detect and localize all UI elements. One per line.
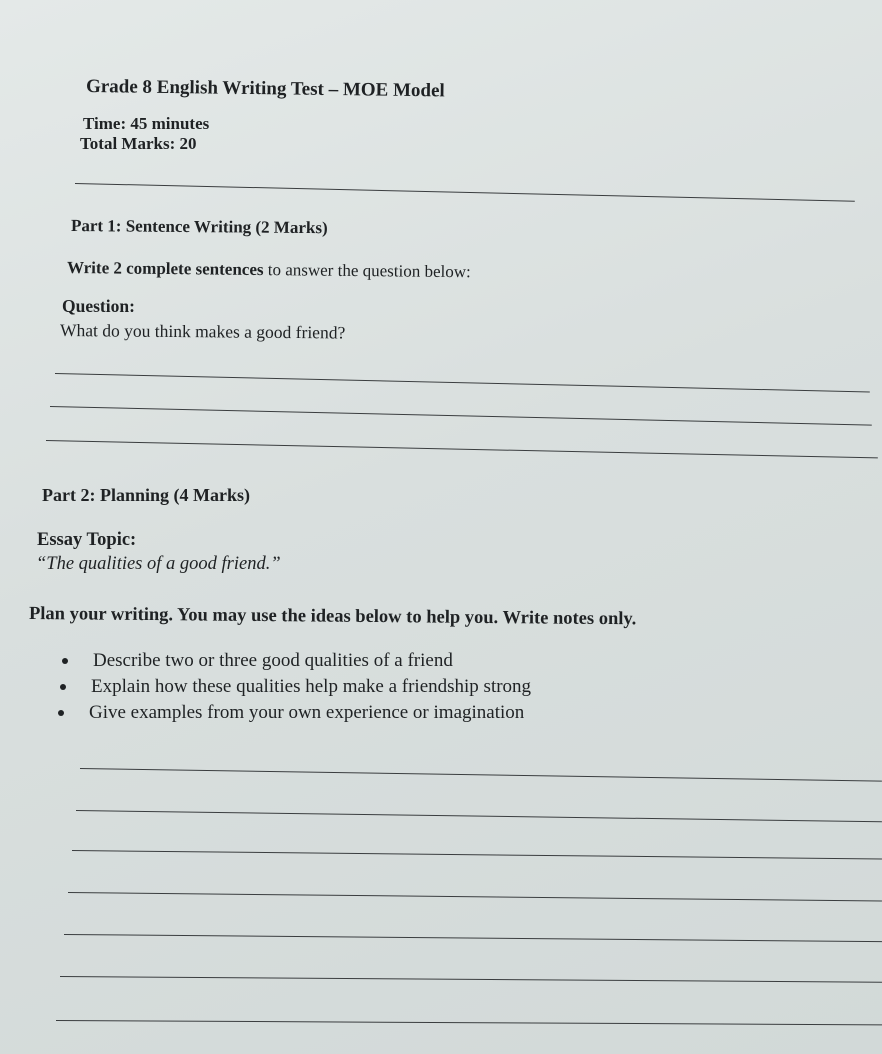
bullet-icon <box>58 710 64 716</box>
idea-item <box>60 676 531 698</box>
essay-topic: “The qualities of a good friend.” <box>36 554 281 574</box>
bullet-icon <box>60 684 66 690</box>
notes-line[interactable] <box>76 810 882 822</box>
part2-heading: Part 2: Planning (4 Marks) <box>42 485 250 505</box>
question-label: Question: <box>62 296 135 316</box>
header-divider <box>75 183 855 202</box>
bullet-icon <box>62 658 68 664</box>
idea-text: Explain how these qualities help make a friendship strong <box>91 676 532 697</box>
part1-instruction-bold: Write 2 complete sentences <box>66 258 264 280</box>
part1-heading: Part 1: Sentence Writing (2 Marks) <box>70 216 328 238</box>
plan-instruction: Plan your writing. You may use the ideas below to help you. Write notes only. <box>28 604 637 630</box>
notes-line[interactable] <box>72 850 882 859</box>
time-allowed: Time: 45 minutes <box>83 114 210 133</box>
answer-line[interactable] <box>55 373 870 392</box>
idea-text: Give examples from your own experience or imagination <box>89 702 525 723</box>
idea-item <box>62 650 453 672</box>
idea-item <box>58 702 524 724</box>
notes-line[interactable] <box>64 934 882 942</box>
test-title: Grade 8 English Writing Test – MOE Model <box>85 76 445 102</box>
notes-line[interactable] <box>80 768 882 782</box>
total-marks: Total Marks: 20 <box>80 134 197 153</box>
question-text: What do you think makes a good friend? <box>59 320 346 343</box>
answer-line[interactable] <box>46 440 878 458</box>
part1-instruction-rest: to answer the question below: <box>263 260 471 282</box>
idea-text: Describe two or three good qualities of a friend <box>93 650 453 671</box>
essay-topic-label: Essay Topic: <box>37 530 137 550</box>
notes-line[interactable] <box>60 976 882 983</box>
answer-line[interactable] <box>50 406 872 426</box>
notes-line[interactable] <box>68 892 882 902</box>
part1-instruction <box>67 258 471 282</box>
notes-line[interactable] <box>56 1020 882 1025</box>
